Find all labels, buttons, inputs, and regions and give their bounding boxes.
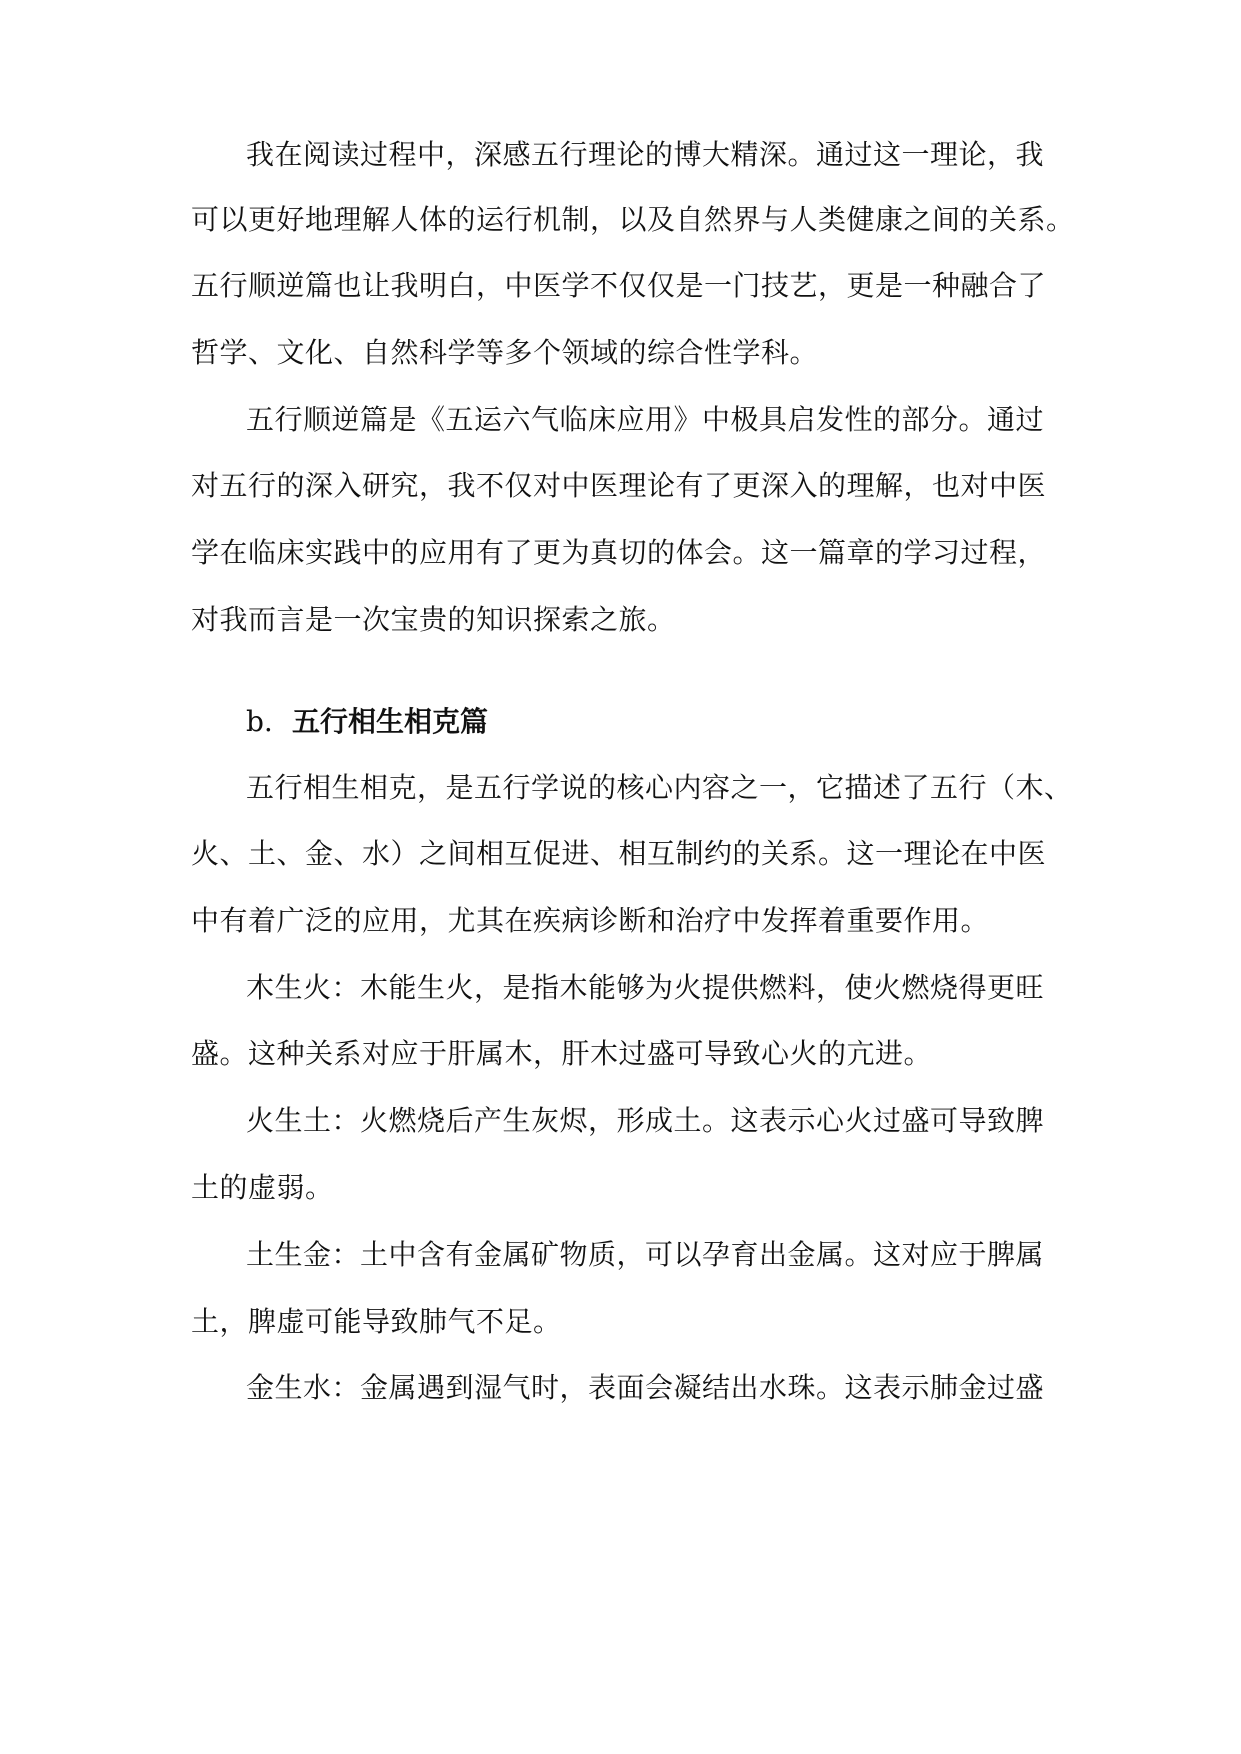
paragraph-3-line-2: 火、土、金、水）之间相互促进、相互制约的关系。这一理论在中医 <box>191 837 1047 870</box>
paragraph-4-line-2: 盛。这种关系对应于肝属木，肝木过盛可导致心火的亢进。 <box>191 1037 933 1070</box>
paragraph-5-line-1: 火生土：火燃烧后产生灰烬，形成土。这表示心火过盛可导致脾 <box>246 1104 1045 1137</box>
paragraph-3-line-1: 五行相生相克，是五行学说的核心内容之一，它描述了五行（木、 <box>246 771 1073 804</box>
paragraph-2-line-2: 对五行的深入研究，我不仅对中医理论有了更深入的理解，也对中医 <box>191 469 1047 502</box>
paragraph-4-line-1: 木生火：木能生火，是指木能够为火提供燃料，使火燃烧得更旺 <box>246 971 1045 1004</box>
paragraph-1-line-3: 五行顺逆篇也让我明白，中医学不仅仅是一门技艺，更是一种融合了 <box>191 269 1047 302</box>
section-title: 五行相生相克篇 <box>292 705 489 738</box>
paragraph-5-line-2: 土的虚弱。 <box>191 1171 334 1204</box>
section-heading-b <box>246 702 488 742</box>
paragraph-1-line-2: 可以更好地理解人体的运行机制，以及自然界与人类健康之间的关系。 <box>191 203 1075 236</box>
paragraph-2-line-1: 五行顺逆篇是《五运六气临床应用》中极具启发性的部分。通过 <box>246 403 1045 436</box>
section-marker: b. <box>246 705 273 738</box>
paragraph-6-line-2: 土，脾虚可能导致肺气不足。 <box>191 1305 562 1338</box>
paragraph-1-line-1: 我在阅读过程中，深感五行理论的博大精深。通过这一理论，我 <box>246 138 1045 171</box>
paragraph-6-line-1: 土生金：土中含有金属矿物质，可以孕育出金属。这对应于脾属 <box>246 1238 1045 1271</box>
paragraph-1-line-4: 哲学、文化、自然科学等多个领域的综合性学科。 <box>191 336 819 369</box>
paragraph-3-line-3: 中有着广泛的应用，尤其在疾病诊断和治疗中发挥着重要作用。 <box>191 904 990 937</box>
paragraph-2-line-4: 对我而言是一次宝贵的知识探索之旅。 <box>191 603 676 636</box>
paragraph-7-line-1: 金生水：金属遇到湿气时，表面会凝结出水珠。这表示肺金过盛 <box>246 1371 1045 1404</box>
paragraph-2-line-3: 学在临床实践中的应用有了更为真切的体会。这一篇章的学习过程， <box>191 536 1047 569</box>
